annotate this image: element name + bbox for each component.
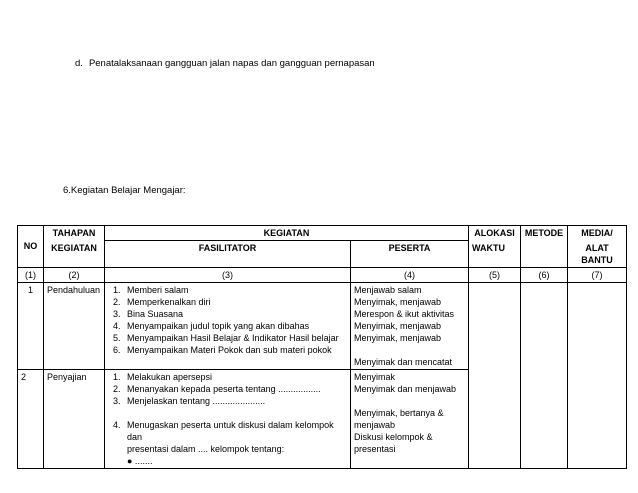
list-item xyxy=(113,395,347,407)
list-item xyxy=(113,344,347,356)
list-item xyxy=(113,308,347,320)
alokasi-cell xyxy=(469,369,521,468)
list-text: Menugaskan peserta untuk diskusi dalam kelompok dan xyxy=(127,419,334,442)
header-waktu: WAKTU xyxy=(469,241,521,268)
list-number: 6. xyxy=(113,344,121,355)
col-number: (2) xyxy=(44,267,105,282)
list-number: 3. xyxy=(113,395,121,406)
peserta-line: Menyimak, menjawab xyxy=(354,332,442,343)
header-tahapan: TAHAPAN xyxy=(44,226,105,241)
row-no: 1 xyxy=(18,282,44,369)
alokasi-cell xyxy=(469,282,521,369)
section-title: 6.Kegiatan Belajar Mengajar: xyxy=(63,185,186,196)
list-text: Menjelaskan tentang ..................... xyxy=(127,395,266,406)
list-text: Menanyakan kepada peserta tentang ................. xyxy=(127,383,321,394)
peserta-line: Diskusi kelompok & xyxy=(354,431,433,442)
list-text: Memberi salam xyxy=(127,284,189,295)
metode-cell xyxy=(521,282,568,369)
header-no: NO xyxy=(18,226,44,268)
list-item xyxy=(113,419,347,443)
list-item xyxy=(113,371,347,383)
list-item-d xyxy=(75,58,375,69)
list-number: 2. xyxy=(113,383,121,394)
media-cell xyxy=(568,369,627,468)
header-metode: METODE xyxy=(521,226,568,268)
row-no: 2 xyxy=(18,369,44,468)
col-number: (5) xyxy=(469,267,521,282)
list-text: Menyampaikan judul topik yang akan dibahas xyxy=(127,320,310,331)
list-text: presentasi dalam .... kelompok tentang: xyxy=(127,443,285,454)
list-number: 3. xyxy=(113,308,121,319)
col-number: (7) xyxy=(568,267,627,282)
column-number-row xyxy=(18,267,627,282)
row-tahapan: Pendahuluan xyxy=(44,282,105,369)
list-item xyxy=(113,284,347,296)
media-cell xyxy=(568,282,627,369)
list-text: Bina Suasana xyxy=(127,308,184,319)
peserta-line: Menjawab salam xyxy=(354,284,422,295)
list-item xyxy=(113,455,347,467)
list-text: Memperkenalkan diri xyxy=(127,296,211,307)
list-text: Menyampaikan Materi Pokok dan sub materi pokok xyxy=(127,344,332,355)
fasilitator-list xyxy=(113,284,347,356)
list-item xyxy=(113,443,347,455)
header-alat-bantu: ALAT BANTU xyxy=(568,241,627,268)
col-number: (3) xyxy=(105,267,351,282)
peserta-cell xyxy=(351,282,469,369)
peserta-line: Menyimak, menjawab xyxy=(354,296,442,307)
list-item-text: Penatalaksanaan gangguan jalan napas dan gangguan pernapasan xyxy=(88,58,375,69)
fasilitator-list xyxy=(113,371,347,467)
peserta-line: Menyimak, menjawab xyxy=(354,320,442,331)
list-item xyxy=(113,320,347,332)
table-row xyxy=(18,282,627,369)
col-number: (4) xyxy=(351,267,469,282)
kbm-table xyxy=(17,225,627,469)
list-number: 5. xyxy=(113,332,121,343)
table-row xyxy=(18,369,627,468)
list-text: ● ....... xyxy=(127,455,153,466)
header-peserta: PESERTA xyxy=(351,241,469,268)
list-item xyxy=(113,383,347,395)
list-marker: d. xyxy=(75,58,83,69)
peserta-line: Menyimak dan menjawab xyxy=(354,383,457,394)
list-text: Melakukan apersepsi xyxy=(127,371,213,382)
list-item xyxy=(113,332,347,344)
peserta-line: Merespon & ikut aktivitas xyxy=(354,308,455,319)
col-number: (6) xyxy=(521,267,568,282)
list-text: Menyampaikan Hasil Belajar & Indikator Hasil belajar xyxy=(127,332,339,343)
list-number: 2. xyxy=(113,296,121,307)
list-number: 1. xyxy=(113,284,121,295)
header-kegiatan: KEGIATAN xyxy=(105,226,469,241)
list-number: 1. xyxy=(113,371,121,382)
list-number xyxy=(113,443,127,455)
header-media: MEDIA/ xyxy=(568,226,627,241)
list-item xyxy=(113,296,347,308)
peserta-line: Menyimak dan mencatat xyxy=(354,356,453,367)
list-number: 4. xyxy=(113,419,121,430)
peserta-line: menjawab xyxy=(354,419,396,430)
peserta-line: Menyimak, bertanya & xyxy=(354,407,444,418)
metode-cell xyxy=(521,369,568,468)
header-alokasi: ALOKASI xyxy=(469,226,521,241)
list-number xyxy=(113,455,127,467)
list-number: 4. xyxy=(113,320,121,331)
col-number: (1) xyxy=(18,267,44,282)
header-fasilitator: FASILITATOR xyxy=(105,241,351,268)
peserta-cell xyxy=(351,369,469,468)
header-tahapan-2: KEGIATAN xyxy=(44,241,105,268)
peserta-line: Menyimak xyxy=(354,371,396,382)
row-tahapan: Penyajian xyxy=(44,369,105,468)
peserta-line: presentasi xyxy=(354,443,396,454)
